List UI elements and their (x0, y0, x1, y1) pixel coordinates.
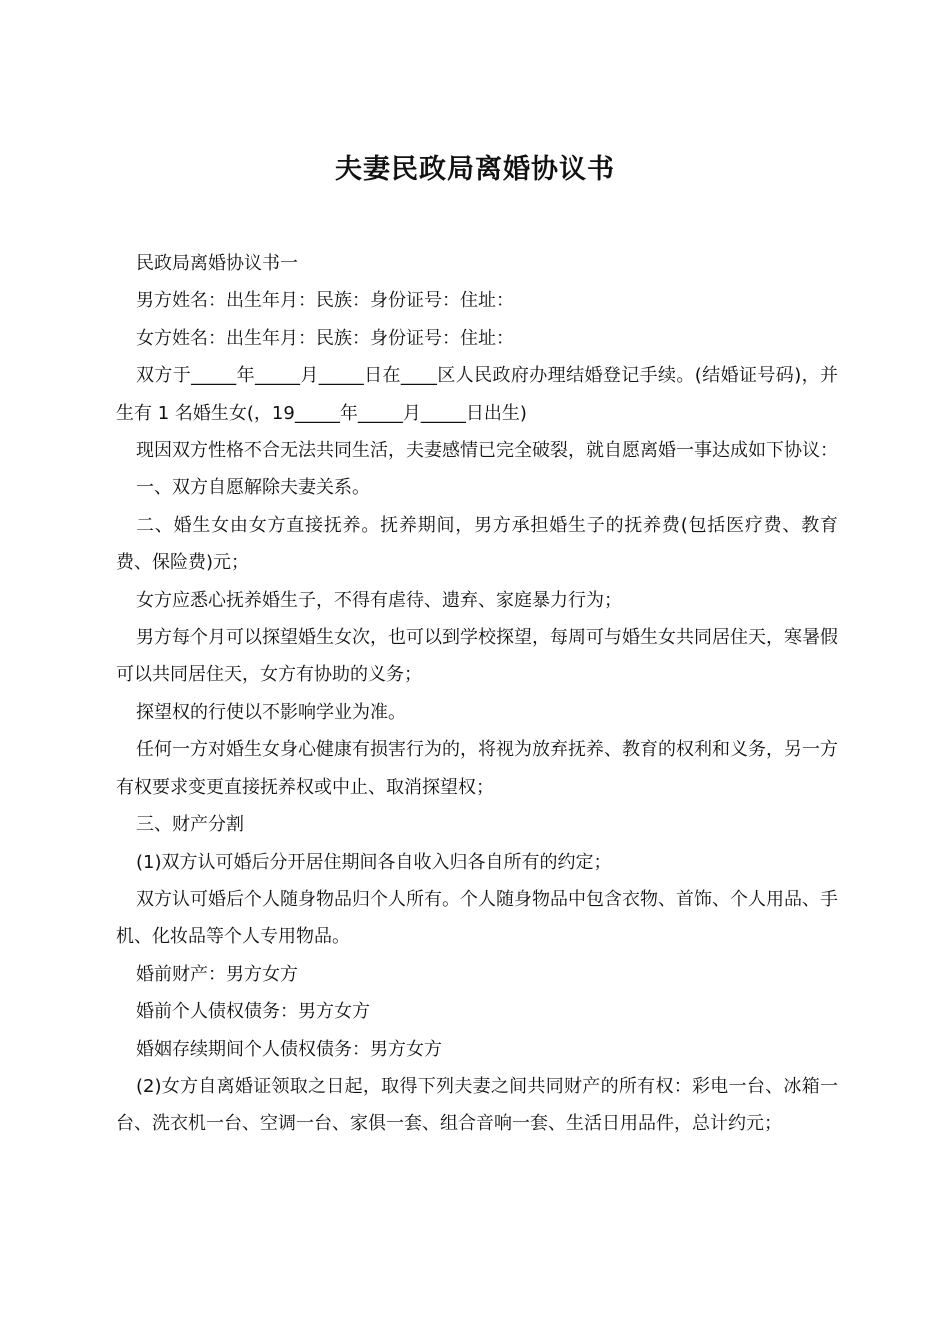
paragraph-property-1: (1)双方认可婚后分开居住期间各自收入归各自所有的约定； (136, 851, 612, 873)
paragraph-clause-3-heading: 三、财产分割 (136, 814, 244, 836)
paragraph-personal-items: 双方认可婚后个人随身物品归个人所有。个人随身物品中包含衣物、首饰、个人用品、手机、化妆品等个人专用物品。 (116, 888, 838, 948)
paragraph-male-info: 男方姓名：出生年月：民族：身份证号：住址： (136, 290, 514, 312)
paragraph-clause-1: 一、双方自愿解除夫妻关系。 (136, 477, 370, 499)
paragraph-property-2: (2)女方自离婚证领取之日起，取得下列夫妻之间共同财产的所有权：彩电一台、冰箱一台、洗衣机一台、空调一台、家俱一套、组合音响一套、生活日用品件，总计约元； (116, 1075, 838, 1135)
paragraph-female-info: 女方姓名：出生年月：民族：身份证号：住址： (136, 327, 514, 349)
paragraph-premarital-debts: 婚前个人债权债务：男方女方 (136, 1001, 370, 1023)
paragraph-clause-2: 二、婚生女由女方直接抚养。抚养期间，男方承担婚生子的抚养费(包括医疗费、教育费、保险费)元； (116, 514, 838, 574)
document-body (116, 245, 838, 1143)
document-title: 夫妻民政局离婚协议书 (335, 154, 615, 186)
paragraph-marriage-registration: 双方于_____年_____月_____日在____区人民政府办理结婚登记手续。(结婚证号码)，并生有 1 名婚生女(，19_____年_____月_____日出生) (116, 365, 838, 424)
paragraph-harm-clause: 任何一方对婚生女身心健康有损害行为的，将视为放弃抚养、教育的权利和义务，另一方有权要求变更直接抚养权或中止、取消探望权； (116, 739, 838, 798)
paragraph-visitation: 男方每个月可以探望婚生女次，也可以到学校探望，每周可与婚生女共同居住天，寒暑假可以共同居住天，女方有协助的义务； (116, 627, 838, 686)
paragraph-custody-duty: 女方应悉心抚养婚生子，不得有虐待、遗弃、家庭暴力行为； (136, 589, 622, 611)
paragraph-visitation-limit: 探望权的行使以不影响学业为准。 (136, 701, 406, 723)
paragraph-marital-debts: 婚姻存续期间个人债权债务：男方女方 (136, 1038, 442, 1060)
paragraph-subtitle: 民政局离婚协议书一 (136, 253, 298, 274)
paragraph-premarital-property: 婚前财产：男方女方 (136, 963, 298, 985)
paragraph-divorce-reason: 现因双方性格不合无法共同生活，夫妻感情已完全破裂，就自愿离婚一事达成如下协议： (136, 440, 838, 462)
